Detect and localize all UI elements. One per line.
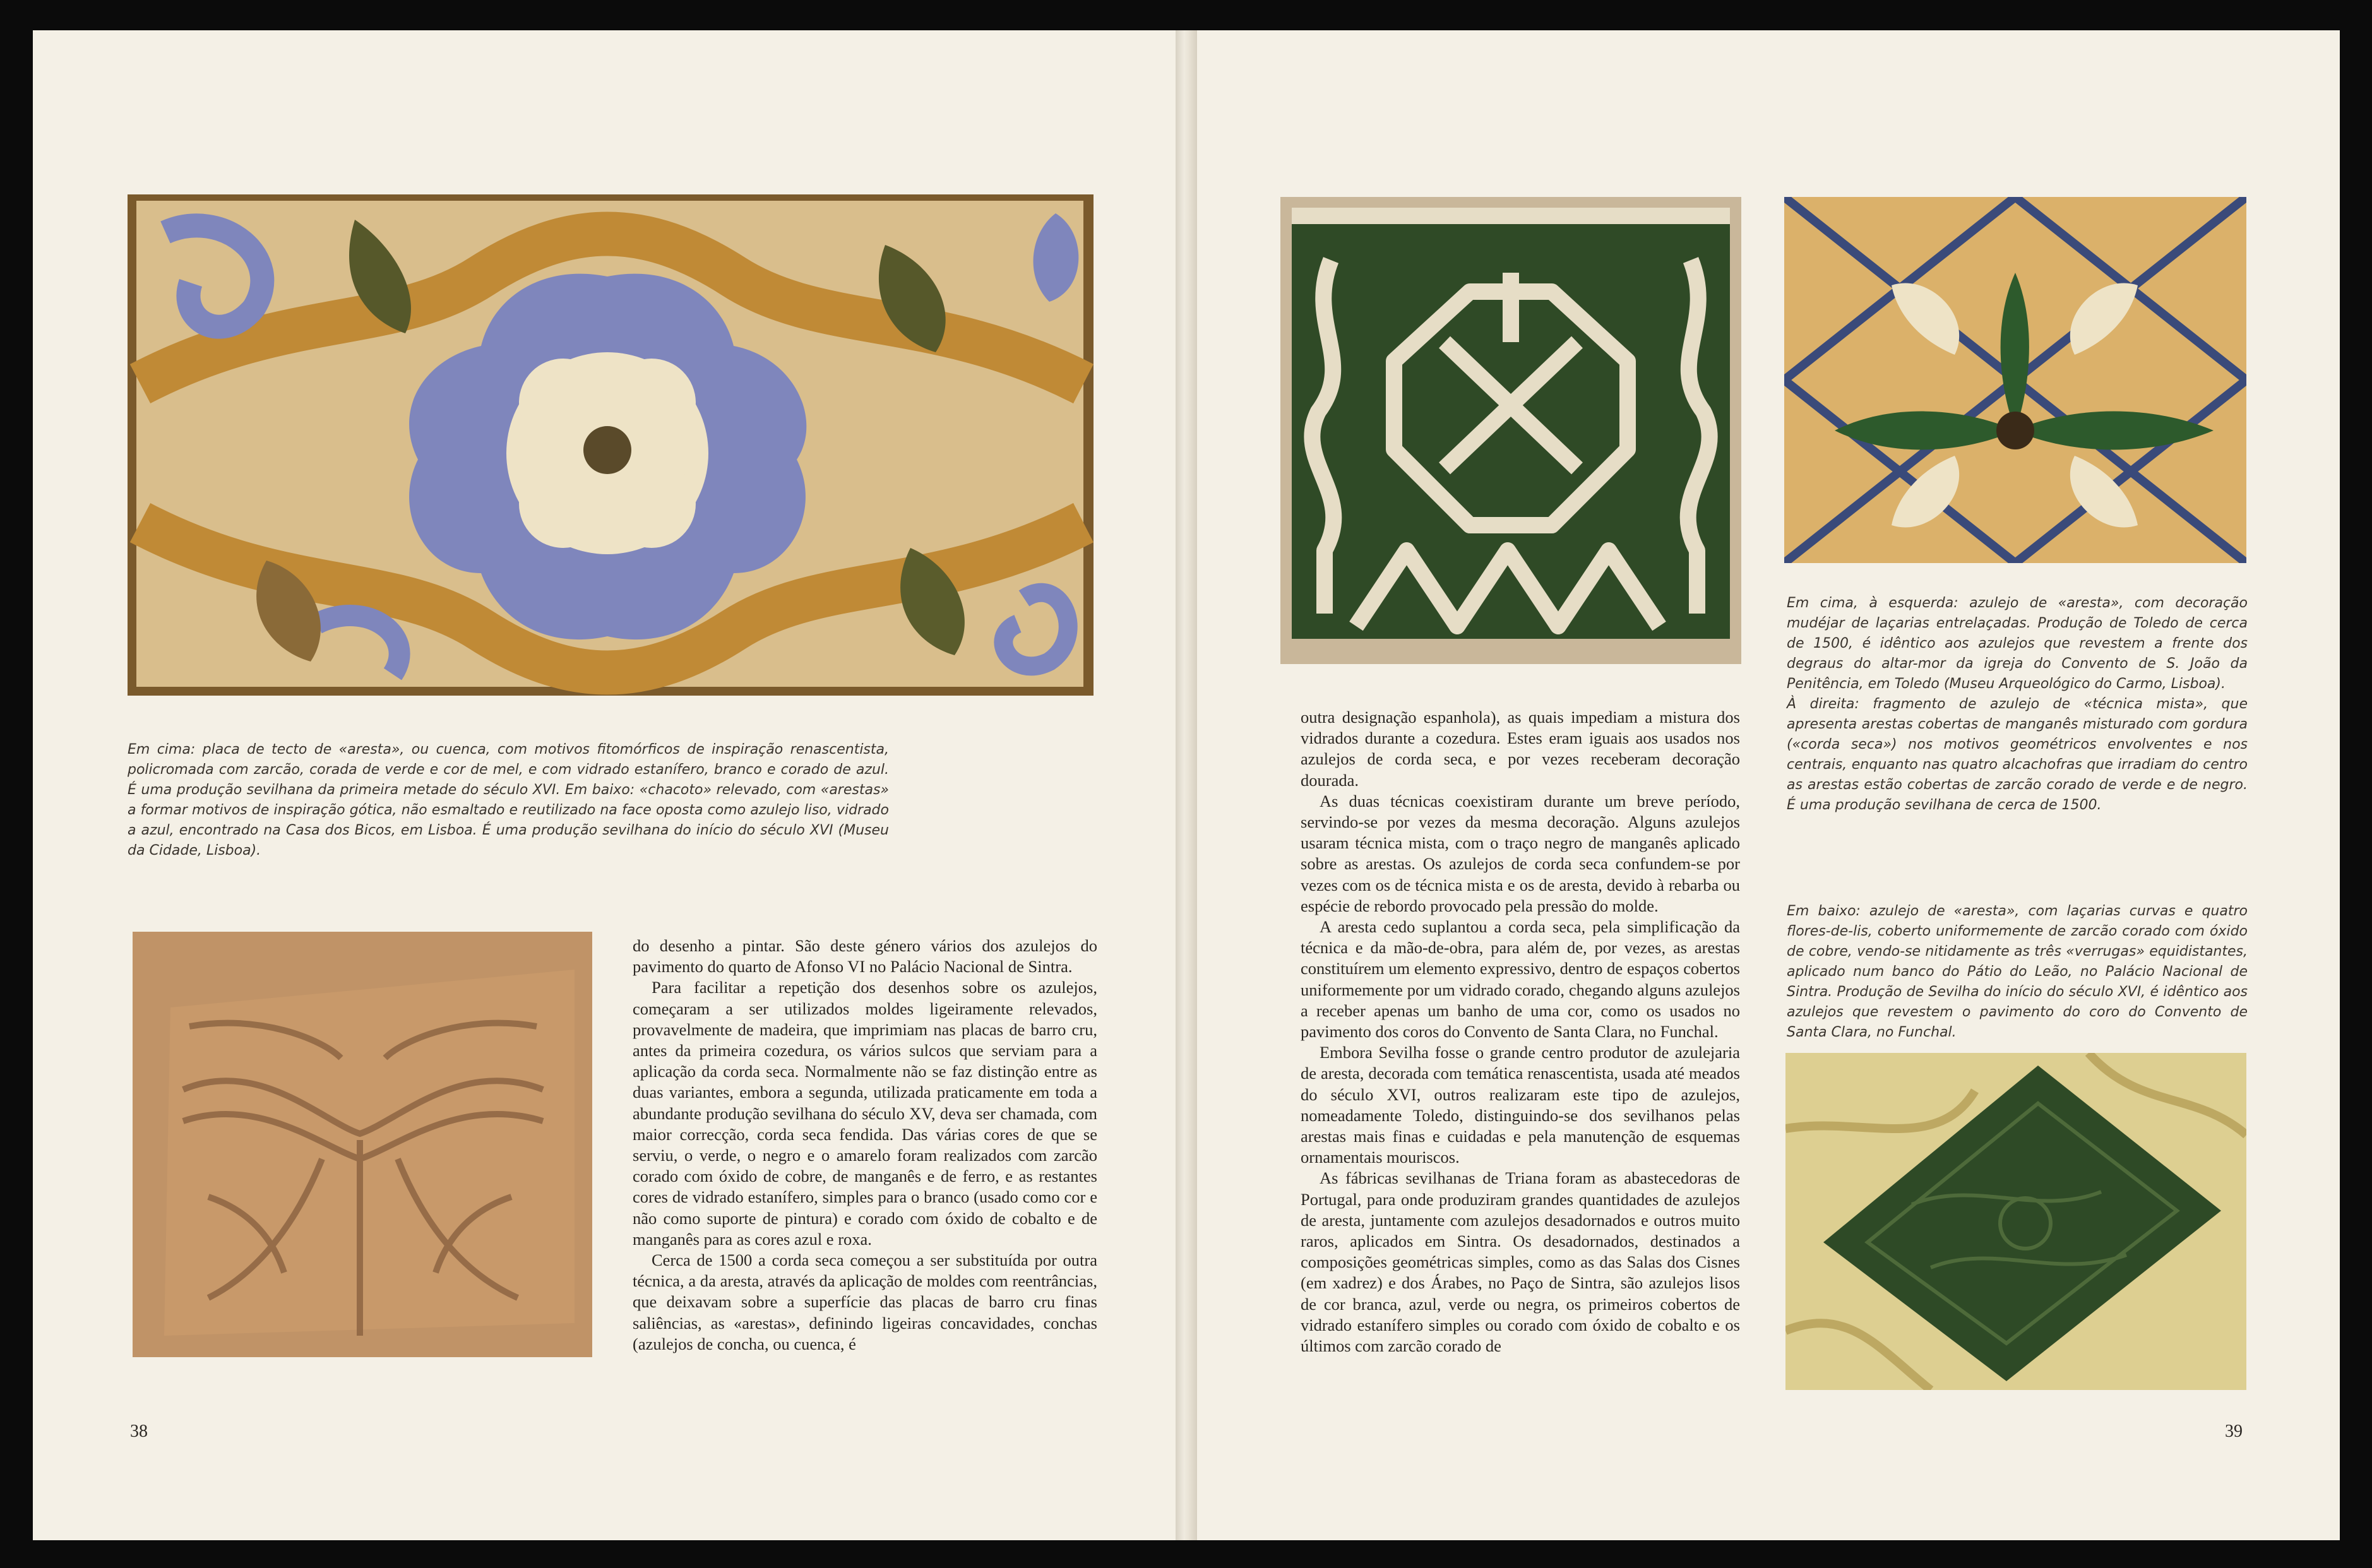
photo-cuenca-ceiling-tile	[128, 194, 1094, 696]
caption-left-top: Em cima: placa de tecto de «aresta», ou cuenca, com motivos fitomórficos de inspiração renascentista, policromada com zarcão, corada de verde e cor de mel, e com vidrado estanífero, branco e corado de azul. É uma produção sevilhana da primeira metade do século XVI. Em baixo: «chacoto» relevado, com «arestas» a formar motivos de inspiração gótica, não esmaltado e reutilizado na face oposta como azulejo liso, vidrado a azul, encontrado na Casa dos Bicos, em Lisboa. É uma produção sevilhana do início do século XVI (Museu da Cidade, Lisboa).	[128, 742, 889, 858]
left-body-paragraph-1: do desenho a pintar. São deste género vários dos azulejos do pavimento do quarto de Afonso VI no Palácio Nacional de Sintra.	[633, 936, 1097, 977]
right-body-paragraph-1: outra designação espanhola), as quais impediam a mistura dos vidrados durante a cozedura. Estes eram iguais aos usados nos azulejos de corda seca, e por vezes receberam decoração dourada.	[1301, 708, 1740, 790]
right-body-paragraph-4: Embora Sevilha fosse o grande centro produtor de azulejaria de aresta, decorada com temática renascentista, usada até meados do século XVI, outros realizaram este tipo de azulejos, nomeadamente Toledo, distinguindo-se dos sevilhanos pelas arestas mais finas e cuidadas e pela manutenção de esquemas ornamentais mouriscos.	[1301, 1043, 1740, 1167]
caption-right-bottom: Em baixo: azulejo de «aresta», com laçarias curvas e quatro flores-de-lis, coberto uniformemente de zarcão corado com óxido de cobre, vendo-se nitidamente as três «verrugas» equidistantes, aplicado num banco do Pátio do Leão, no Palácio Nacional de Sintra. Produção de Sevilha do início do século XVI, é idêntico aos azulejos que revestem o pavimento do coro do Convento de Santa Clara, no Funchal.	[1787, 903, 2248, 1040]
page-number-right: 39	[2225, 1422, 2243, 1441]
caption-right-top	[1787, 593, 2248, 816]
right-body-column	[1301, 707, 1740, 1357]
left-body-paragraph-2: Para facilitar a repetição dos desenhos sobre os azulejos, começaram a ser utilizados moldes ligeiramente relevados, provavelmente de madeira, que imprimiam nas placas de barro cru, antes da primeira cozedura, os vários sulcos que serviam para a aplicação da corda seca. Normalmente não se faz distinção entre as duas variantes, embora a segunda, utilizada praticamente em toda a abundante produção sevilhana do século XV, deva ser chamada, com maior correcção, corda seca fendida. Das várias cores de que se serviu, o verde, o negro e o amarelo foram realizados com zarcão corado com óxido de cobre, de manganês e de ferro, e as restantes cores de vidrado estanífero, simples para o branco (usado como cor e não como suporte de pintura) e corado com óxido de cobalto e de manganês para as cores azul e roxa.	[633, 978, 1097, 1249]
photo-chacoto-relief-tile	[133, 932, 592, 1357]
photo-toledo-interlace-tile	[1280, 197, 1741, 664]
right-body-paragraph-3: A aresta cedo suplantou a corda seca, pela simplificação da técnica e da mão-de-obra, para além de, por vezes, as arestas constituírem um elemento expressivo, dentro de espaços cobertos uniformemente por um vidrado corado, chegando alguns azulejos a receber apenas um banho de uma cor, como os usados no pavimento dos coros do Convento de Santa Clara, no Funchal.	[1301, 917, 1740, 1042]
page-number-left: 38	[130, 1422, 148, 1441]
caption-right-top-right-photo: À direita: fragmento de azulejo de «técnica mista», que apresenta arestas cobertas de manganês misturado com gordura («corda seca») nos motivos geométricos envolventes e nos centrais, enquanto nas quatro alcachofras que irradiam do centro as arestas estão cobertas de zarcão corado de verde e de negro. É uma produção sevilhana de cerca de 1500.	[1787, 696, 2248, 813]
book-gutter	[1176, 30, 1197, 1540]
right-body-paragraph-5: As fábricas sevilhanas de Triana foram as abastecedoras de Portugal, para onde produziram grandes quantidades de azulejos de aresta, juntamente com azulejos desadornados e outros muito raros, aplicados em Sintra. Os desadornados, destinados a composições geométricas simples, como as das Salas dos Cisnes (em xadrez) e dos Árabes, no Paço de Sintra, são azulejos lisos de cor branca, azul, verde ou negra, os primeiros cobertos de vidrado estanífero simples ou corado com óxido de cobalto e os últimos com zarcão corado de	[1301, 1168, 1740, 1356]
right-body-paragraph-2: As duas técnicas coexistiram durante um breve período, servindo-se por vezes da mesma decoração. Alguns azulejos usaram técnica mista, com o traço negro de manganês aplicado sobre as arestas. Os azulejos de corda seca confundem-se por vezes com os de técnica mista e os de aresta, devido à rebarba ou espécie de rebordo provocado pela pressão do molde.	[1301, 791, 1740, 915]
caption-right-top-left-photo: Em cima, à esquerda: azulejo de «aresta», com decoração mudéjar de laçarias entrelaçadas. Produção de Toledo de cerca de 1500, é idêntico aos azulejos que revestem a frente dos degraus do altar-mor da igreja do Convento de S. João da Penitência, em Toledo (Museu Arqueológico do Carmo, Lisboa).	[1787, 595, 2248, 692]
left-body-column	[633, 935, 1097, 1355]
photo-green-aresta-tile-sintra	[1785, 1053, 2246, 1390]
left-body-paragraph-3: Cerca de 1500 a corda seca começou a ser substituída por outra técnica, a da aresta, através da aplicação de moldes com reentrâncias, que deixavam sobre a superfície das placas de barro cru finas saliências, as «arestas», definindo ligeiras concavidades, conchas (azulejos de concha, ou cuenca, é	[633, 1250, 1097, 1353]
photo-mixed-technique-fragment	[1784, 197, 2246, 563]
